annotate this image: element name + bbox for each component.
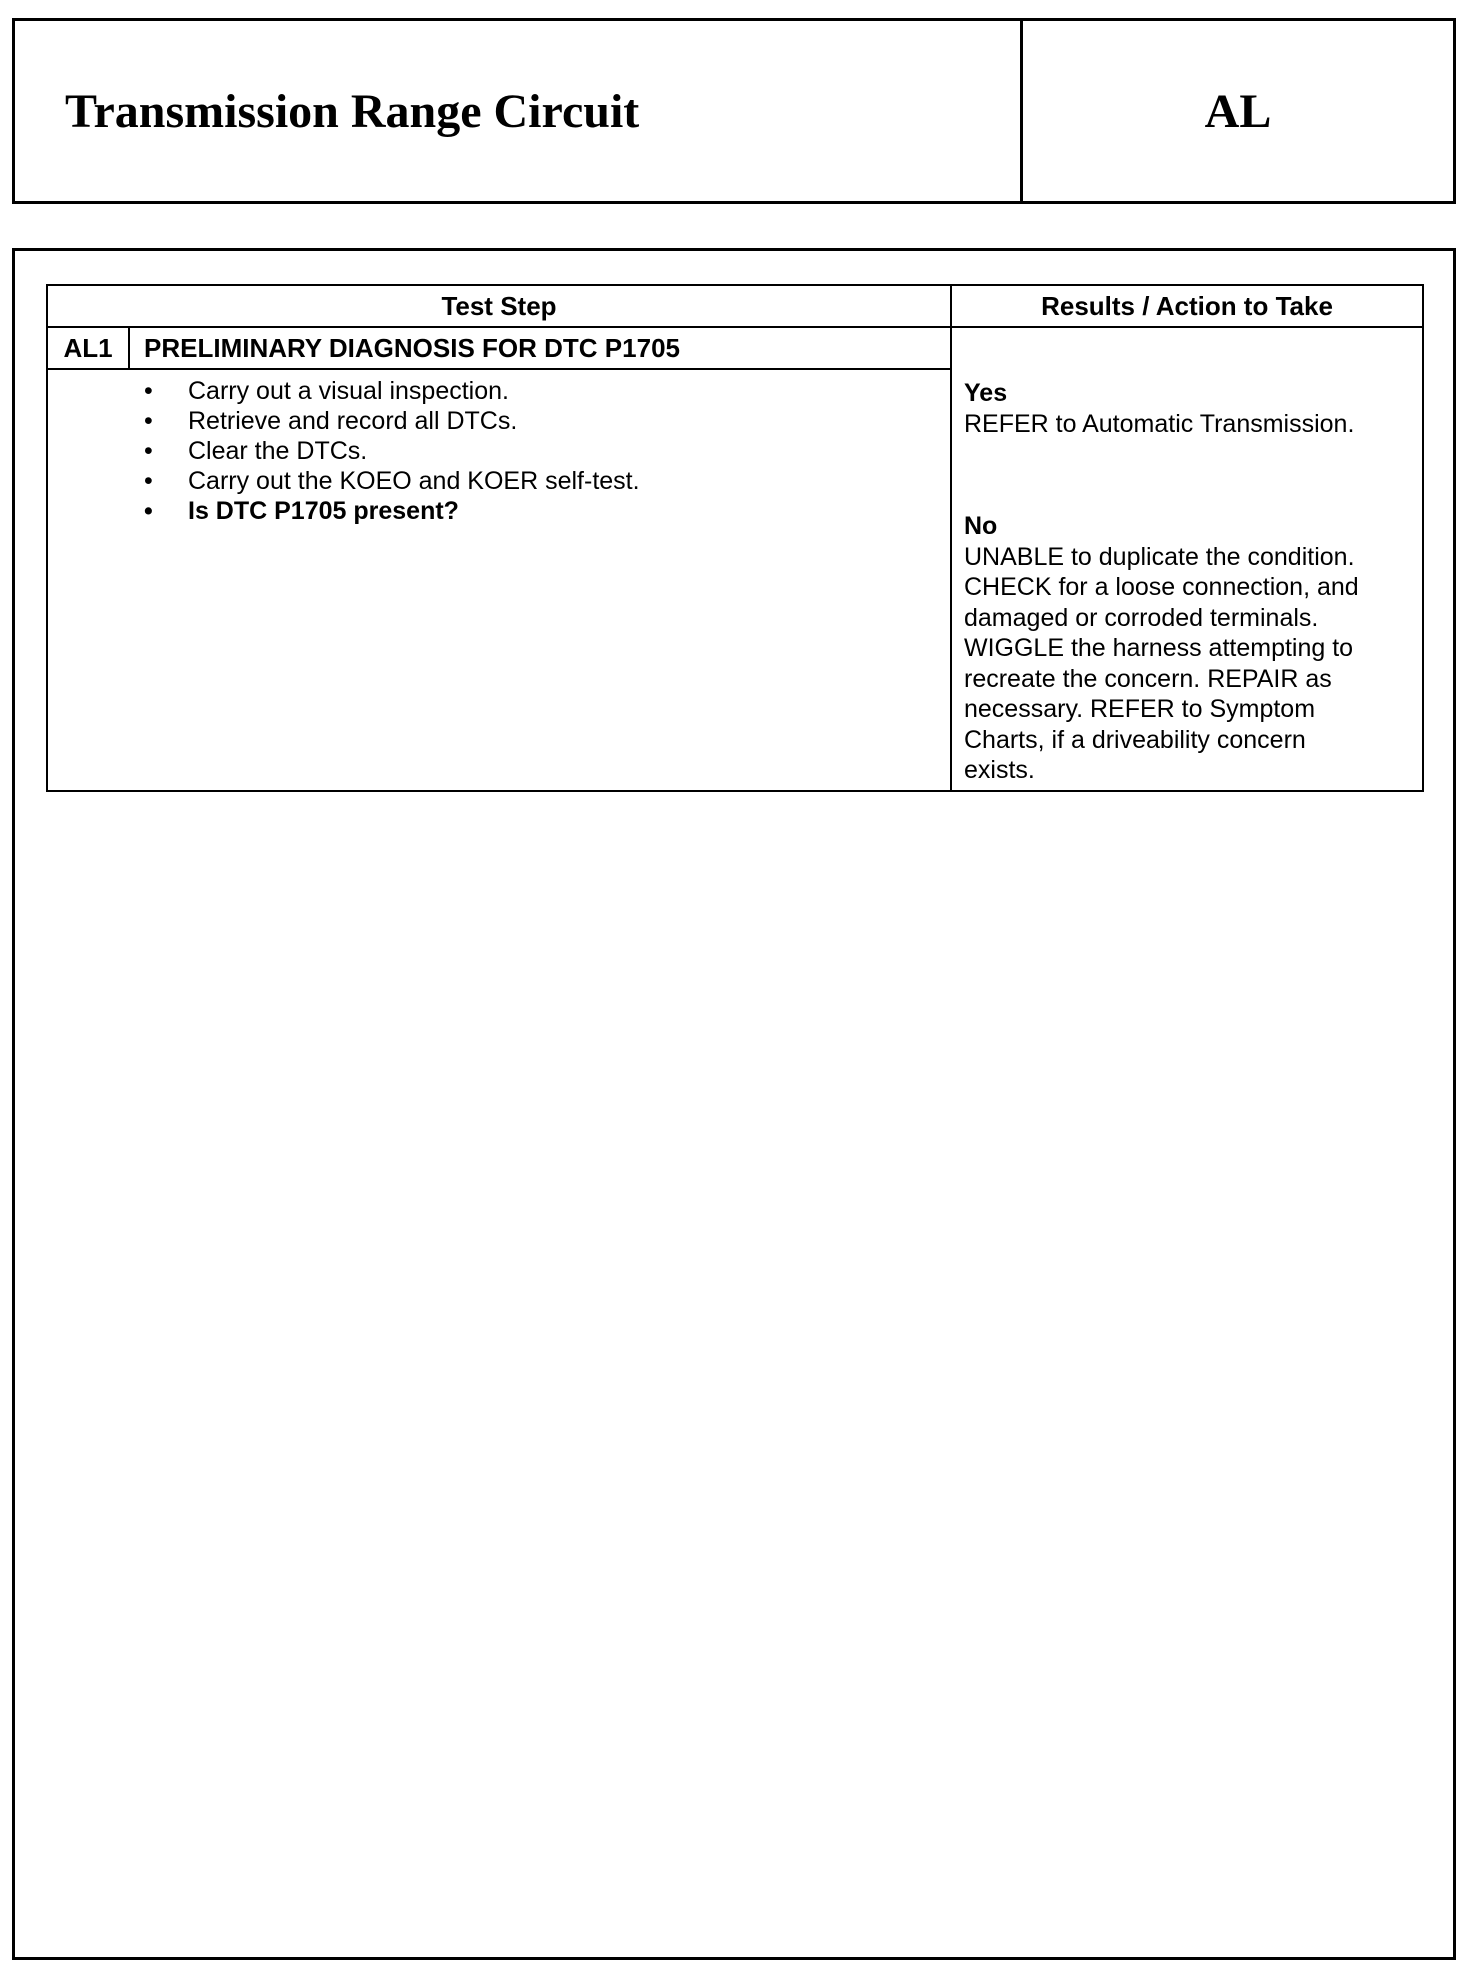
no-label: No bbox=[964, 512, 998, 540]
yes-label: Yes bbox=[964, 379, 1008, 407]
step-id: AL1 bbox=[48, 328, 130, 368]
list-item: • Carry out the KOEO and KOER self-test. bbox=[144, 466, 950, 496]
results-column bbox=[952, 286, 1422, 790]
no-action-line: CHECK for a loose connection, and bbox=[964, 573, 1359, 601]
no-action-line: WIGGLE the harness attempting to bbox=[964, 634, 1354, 662]
column-header-test-step: Test Step bbox=[48, 286, 950, 328]
no-action-line: necessary. REFER to Symptom bbox=[964, 695, 1316, 723]
page-header bbox=[12, 18, 1456, 204]
no-result bbox=[964, 511, 1412, 786]
yes-action: REFER to Automatic Transmission. bbox=[964, 409, 1355, 438]
step-header-row bbox=[48, 328, 950, 370]
no-action-line: UNABLE to duplicate the condition. bbox=[964, 542, 1355, 571]
yes-result bbox=[964, 378, 1412, 439]
column-header-results: Results / Action to Take bbox=[952, 286, 1422, 328]
results-body bbox=[952, 378, 1422, 786]
test-step-column bbox=[48, 286, 952, 790]
page-title: Transmission Range Circuit bbox=[15, 21, 1023, 201]
test-step-table bbox=[46, 284, 1424, 792]
step-title: PRELIMINARY DIAGNOSIS FOR DTC P1705 bbox=[144, 332, 680, 363]
no-action-line: damaged or corroded terminals. bbox=[964, 603, 1319, 632]
step-question: • Is DTC P1705 present? bbox=[144, 496, 950, 526]
no-action-line: recreate the concern. REPAIR as bbox=[964, 664, 1332, 693]
list-item: • Clear the DTCs. bbox=[144, 436, 950, 466]
no-action-line: exists. bbox=[964, 756, 1035, 784]
list-item: • Retrieve and record all DTCs. bbox=[144, 406, 950, 436]
step-instructions bbox=[48, 370, 950, 526]
section-code: AL bbox=[1204, 84, 1272, 138]
no-action-line: Charts, if a driveability concern bbox=[964, 725, 1306, 754]
list-item: • Carry out a visual inspection. bbox=[144, 376, 950, 406]
